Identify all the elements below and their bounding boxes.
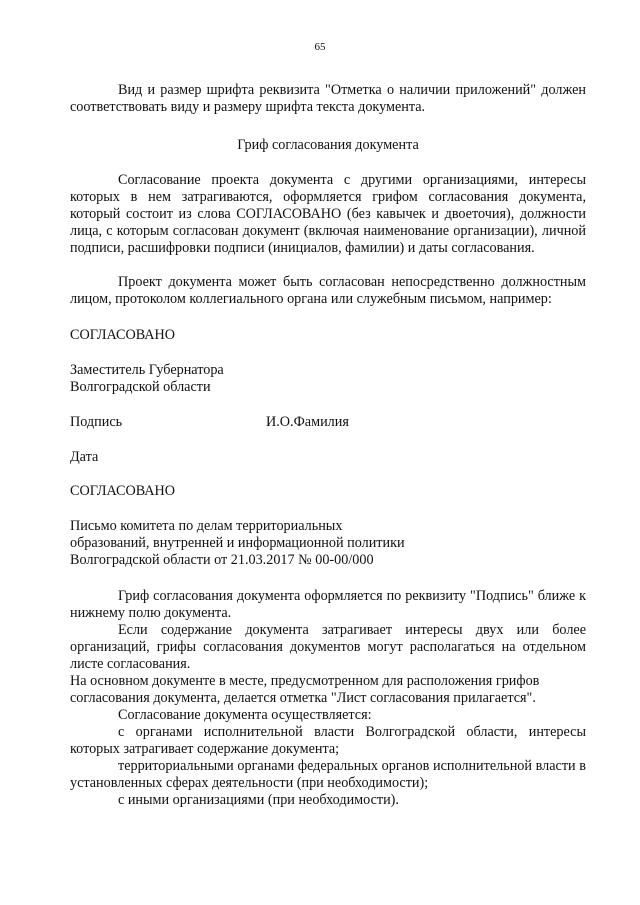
approval-stamp-2: СОГЛАСОВАНО bbox=[70, 483, 176, 499]
approver-position-line1: Заместитель Губернатора bbox=[70, 362, 224, 378]
paragraph-main-document: На основном документе в месте, предусмотренном для расположения грифов согласования документа, делается отметка "Лист согласования прилагается". bbox=[70, 673, 540, 706]
list-item-federal-bodies: территориальными органами федеральных органов исполнительной власти в установленных сферах деятельности (при необходимости); bbox=[70, 758, 586, 791]
letter-line3: Волгоградской области от 21.03.2017 № 00-00/000 bbox=[70, 552, 374, 568]
paragraph-placement: Гриф согласования документа оформляется по реквизиту "Подпись" ближе к нижнему полю документа. bbox=[70, 588, 586, 621]
list-item-other-organizations: с иными организациями (при необходимости). bbox=[118, 792, 399, 808]
paragraph-multiple-organizations: Если содержание документа затрагивает интересы двух или более организаций, грифы согласования документов могут располагаться на отдельном листе согласования. bbox=[70, 622, 586, 672]
paragraph-font-requirement: Вид и размер шрифта реквизита "Отметка о наличии приложений" должен соответствовать виду и размеру шрифта текста документа. bbox=[70, 82, 586, 115]
page-number: 65 bbox=[314, 41, 326, 53]
paragraph-grif-description: Согласование проекта документа с другими организациями, интересы которых в нем затрагиваются, оформляется грифом согласования документа, который состоит из слова СОГЛАСОВАНО (без кавычек и двоеточия), должности лица, с которым согласован документ (включая наименование организации), личной подписи, расшифровки подписи (инициалов, фамилии) и даты согласования. bbox=[70, 172, 586, 256]
paragraph-approval-carried-out: Согласование документа осуществляется: bbox=[118, 707, 372, 723]
letter-line1: Письмо комитета по делам территориальных bbox=[70, 518, 343, 534]
approver-position-line2: Волгоградской области bbox=[70, 379, 211, 395]
approval-stamp-1: СОГЛАСОВАНО bbox=[70, 327, 176, 343]
letter-line2: образований, внутренней и информационной политики bbox=[70, 535, 405, 551]
date-label: Дата bbox=[70, 449, 99, 465]
paragraph-project-approval: Проект документа может быть согласован непосредственно должностным лицом, протоколом коллегиального органа или служебным письмом, например: bbox=[70, 274, 586, 307]
list-item-executive-bodies: с органами исполнительной власти Волгоградской области, интересы которых затрагивает содержание документа; bbox=[70, 724, 586, 757]
signature-name: И.О.Фамилия bbox=[266, 414, 349, 430]
signature-label: Подпись bbox=[70, 414, 123, 430]
section-heading: Гриф согласования документа bbox=[237, 137, 419, 153]
